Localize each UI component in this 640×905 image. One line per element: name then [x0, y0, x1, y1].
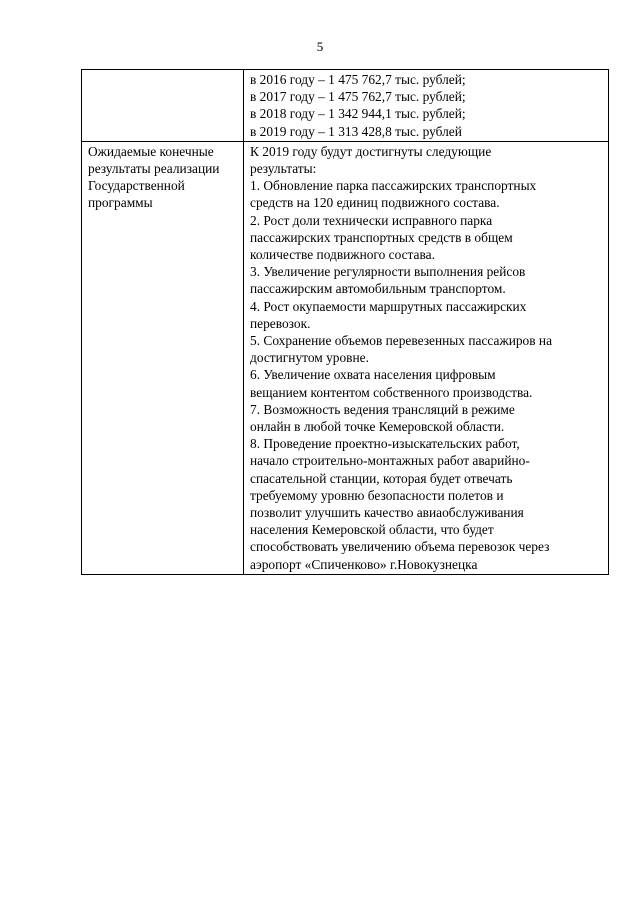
- result-line: пассажирских транспортных средств в общем: [250, 229, 513, 245]
- page-number: 5: [316, 39, 324, 54]
- expected-results-label-cell: [82, 141, 244, 574]
- result-line: результаты:: [250, 161, 317, 177]
- funding-line: в 2017 году – 1 475 762,7 тыс. рублей;: [250, 89, 466, 105]
- result-line: требуемому уровню безопасности полетов и: [250, 487, 504, 503]
- funding-line: в 2016 году – 1 475 762,7 тыс. рублей;: [250, 72, 466, 87]
- result-line: перевозок.: [250, 315, 311, 331]
- result-line: 4. Рост окупаемости маршрутных пассажирских: [250, 298, 527, 314]
- result-line: 2. Рост доли технически исправного парка: [250, 212, 493, 228]
- result-line: начало строительно-монтажных работ аварийно-: [250, 453, 530, 469]
- expected-results-cell: [244, 141, 609, 574]
- result-line: 8. Проведение проектно-изыскательских работ,: [250, 436, 520, 452]
- label-line: Ожидаемые конечные: [88, 143, 214, 159]
- result-line: 7. Возможность ведения трансляций в режиме: [250, 401, 515, 417]
- result-line: способствовать увеличению объема перевозок через: [250, 539, 550, 555]
- result-line: 5. Сохранение объемов перевезенных пассажиров на: [250, 333, 553, 349]
- label-line: результаты реализации: [88, 161, 220, 177]
- result-line: населения Кемеровской области, что будет: [250, 522, 494, 538]
- result-line: онлайн в любой точке Кемеровской области.: [250, 419, 505, 435]
- label-line: программы: [88, 195, 153, 211]
- result-line: позволит улучшить качество авиаобслуживания: [250, 505, 524, 521]
- funding-label-cell: [82, 70, 244, 142]
- result-line: средств на 120 единиц подвижного состава.: [250, 195, 500, 211]
- result-line: спасательной станции, которая будет отвечать: [250, 470, 513, 486]
- label-line: Государственной: [88, 178, 185, 194]
- result-line: вещанием контентом собственного производства.: [250, 384, 533, 400]
- result-line: пассажирским автомобильным транспортом.: [250, 281, 506, 297]
- program-passport-table: [81, 69, 609, 575]
- table-row-expected-results: [82, 141, 609, 574]
- table-row-funding: [82, 70, 609, 142]
- result-line: 6. Увеличение охвата населения цифровым: [250, 367, 496, 383]
- funding-values-cell: [244, 70, 609, 142]
- result-line: К 2019 году будут достигнуты следующие: [250, 143, 492, 159]
- result-line: количестве подвижного состава.: [250, 247, 435, 263]
- result-line: аэропорт «Спиченково» г.Новокузнецка: [250, 556, 478, 572]
- funding-line: в 2018 году – 1 342 944,1 тыс. рублей;: [250, 106, 466, 122]
- funding-line: в 2019 году – 1 313 428,8 тыс. рублей: [250, 123, 462, 139]
- result-line: достигнутом уровне.: [250, 350, 369, 366]
- result-line: 3. Увеличение регулярности выполнения рейсов: [250, 264, 526, 280]
- result-line: 1. Обновление парка пассажирских транспортных: [250, 178, 537, 194]
